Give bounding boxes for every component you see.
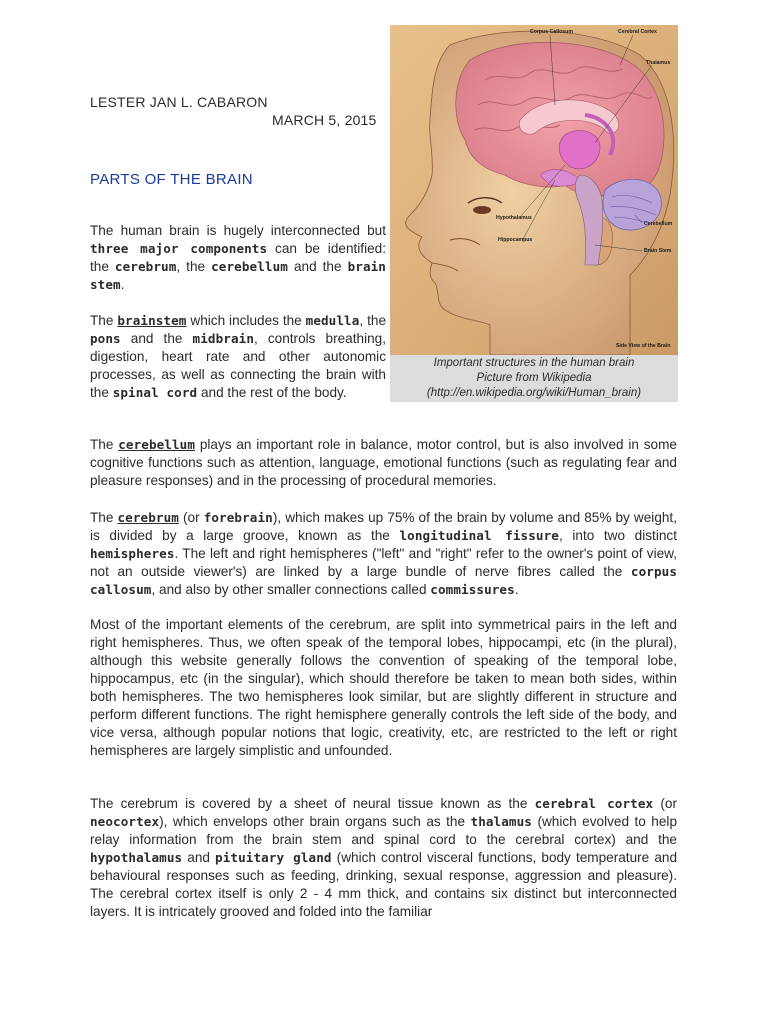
term-corpus-callosum: corpus callosum xyxy=(90,564,677,597)
term-three-major-components: three major components xyxy=(90,241,268,256)
term-hemispheres: hemispheres xyxy=(90,546,175,561)
caption-line-2: Picture from Wikipedia xyxy=(476,372,592,384)
term-commissures: commissures xyxy=(430,582,515,597)
label-side-view: Side View of the Brain xyxy=(616,343,671,349)
term-hypothalamus: hypothalamus xyxy=(90,850,183,865)
term-cerebrum-underlined: cerebrum xyxy=(117,510,179,525)
term-forebrain: forebrain xyxy=(203,510,273,525)
term-longitudinal-fissure: longitudinal fissure xyxy=(399,528,559,543)
label-hypothalamus: Hypothalamus xyxy=(496,215,532,221)
term-cerebellum-underlined: cerebellum xyxy=(118,437,196,452)
term-cerebellum: cerebellum xyxy=(211,259,288,274)
paragraph-cerebrum: The cerebrum (or forebrain), which makes up 75% of the brain by volume and 85% by weight, is divided by a large groove, known as the longitudinal fissure, into two distinct hemispheres. The left and right hemispheres ("left" and "right" refer to the owner's point of view, not an outside viewer's) are linked by a large bundle of nerve fibres called the corpus callosum, and also by other smaller connections called commissures. xyxy=(90,510,677,597)
figure-caption xyxy=(390,356,678,401)
document-title: PARTS OF THE BRAIN xyxy=(90,171,253,188)
term-neocortex: neocortex xyxy=(90,814,160,829)
paragraph-cerebellum: The cerebellum plays an important role in balance, motor control, but is also involved in some cognitive functions such as attention, language, emotional functions (such as regulating fear and pleasure responses) and in the processing of procedural memories. xyxy=(90,437,677,488)
caption-line-1: Important structures in the human brain xyxy=(433,357,635,369)
term-pituitary-gland: pituitary gland xyxy=(215,850,332,865)
term-medulla: medulla xyxy=(305,313,360,328)
label-cerebral-cortex: Cerebral Cortex xyxy=(618,29,657,35)
brain-illustration xyxy=(390,25,678,355)
term-cerebral-cortex: cerebral cortex xyxy=(534,796,654,811)
term-brainstem: brainstem xyxy=(117,313,187,328)
caption-line-3: (http://en.wikipedia.org/wiki/Human_brain) xyxy=(426,387,642,399)
term-brain-stem: brain stem xyxy=(90,259,386,292)
paragraph-intro: The human brain is hugely interconnected but three major components can be identified: the cerebrum, the cerebellum and the brain stem. xyxy=(90,223,387,292)
term-spinal-cord: spinal cord xyxy=(112,385,198,400)
document-date: MARCH 5, 2015 xyxy=(272,112,377,128)
label-corpus-callosum: Corpus Callosum xyxy=(530,29,573,35)
label-cerebellum: Cerebellum xyxy=(644,221,673,227)
author-name: LESTER JAN L. CABARON xyxy=(90,94,268,110)
paragraph-cerebral-cortex: The cerebrum is covered by a sheet of neural tissue known as the cerebral cortex (or neocortex), which envelops other brain organs such as the thalamus (which evolved to help relay information from the brain stem and spinal cord to the cerebral cortex) and the hypothalamus and pituitary gland (which control visceral functions, body temperature and behavioural responses such as feeding, drinking, sexual response, aggression and pleasure). The cerebral cortex itself is only 2 - 4 mm thick, and contains six distinct but interconnected layers. It is intricately grooved and folded into the familiar xyxy=(90,796,678,919)
term-thalamus: thalamus xyxy=(470,814,532,829)
label-thalamus: Thalamus xyxy=(646,60,671,66)
term-cerebrum: cerebrum xyxy=(114,259,177,274)
term-midbrain: midbrain xyxy=(192,331,255,346)
paragraph-brainstem: The brainstem which includes the medulla, the pons and the midbrain, controls breathing, digestion, heart rate and other autonomic processes, as well as connecting the brain with the spinal cord and the rest of the body. xyxy=(90,313,387,400)
paragraph-hemispheres: Most of the important elements of the cerebrum, are split into symmetrical pairs in the left and right hemispheres. Thus, we often speak of the temporal lobes, hippocampi, etc (in the plural), although this website generally follows the convention of speaking of the temporal lobe, hippocampus, etc (in the singular), which should therefore be taken to mean both sides, within both hemispheres. The two hemispheres look similar, but are slightly different in structure and perform different functions. The right hemisphere generally controls the left side of the body, and vice versa, although popular notions that logic, creativity, etc, are restricted to the left or right hemispheres are largely simplistic and unfounded. xyxy=(90,617,677,758)
brain-figure xyxy=(390,25,678,402)
label-hippocampus: Hippocampus xyxy=(498,237,533,243)
term-pons: pons xyxy=(90,331,121,346)
label-brain-stem: Brain Stem xyxy=(644,248,672,254)
